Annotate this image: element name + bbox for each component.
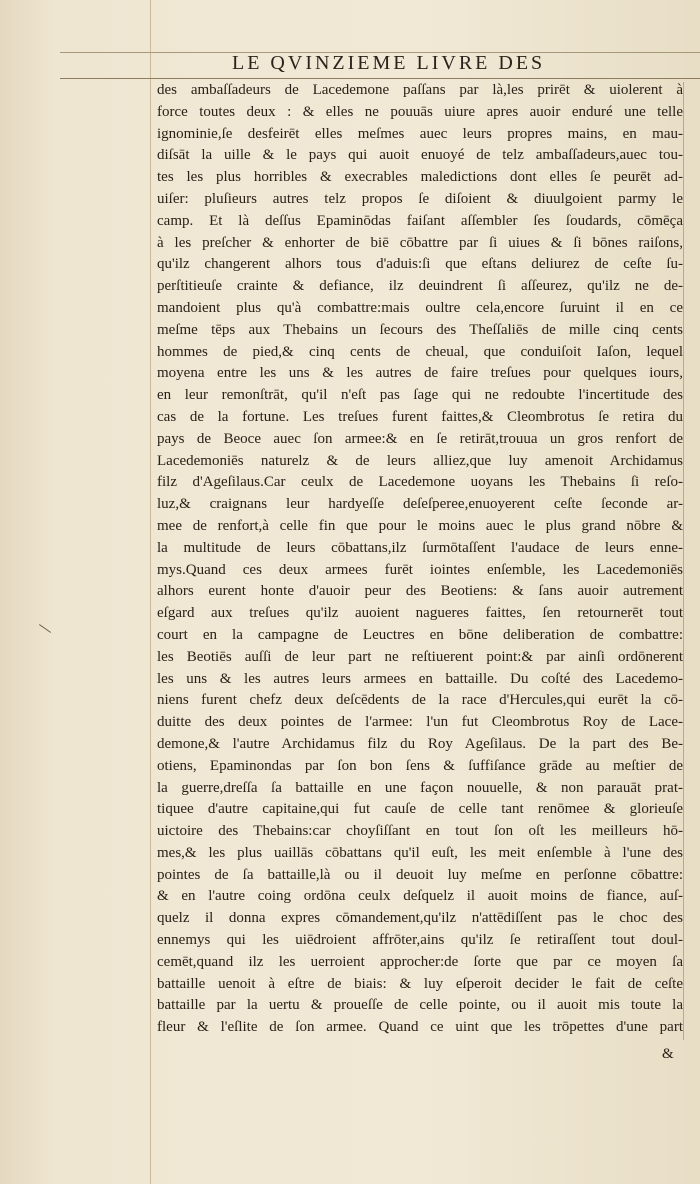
text-line: la guerre,dreſſa ſa battaille en une façon nouuelle, & non parauāt prat- xyxy=(157,779,683,796)
text-line: hommes de pied,& cinq cents de cheual, que conduiſoit Iaſon, lequel xyxy=(157,343,683,360)
margin-mark xyxy=(39,624,51,633)
text-line: cas de la fortune. Les treſues furent faittes,& Cleombrotus ſe retira du xyxy=(157,408,683,425)
text-line: les uns & les autres leurs armees en battaille. Du coſté des Lacedemo- xyxy=(157,670,683,687)
text-line: tes les plus horribles & execrables maledictions dont elles ſe peurēt ad- xyxy=(157,169,683,186)
text-line: à les preſcher & enhorter de biē cōbattre par ſi uiues & ſi bōnes raiſons, xyxy=(157,234,683,251)
text-line: filz d'Ageſilaus.Car ceulx de Lacedemone uoyans les Thebains ſi reſo- xyxy=(157,474,683,491)
text-line: mee de renfort,à celle fin que pour le moins auec le plus grand nōbre & xyxy=(157,517,683,534)
text-line: mys.Quand ces deux armees furēt iointes enſemble, les Lacedemoniēs xyxy=(157,561,683,578)
text-line: uiſer: pluſieurs autres telz propos ſe diſoient & diuulgoient parmy le xyxy=(157,190,683,207)
text-line: eſgard aux treſues qu'ilz auoient nagueres faittes, ſen retournerēt tout xyxy=(157,605,683,622)
text-line: force toutes deux : & elles ne pouuās uiure apres auoir enduré une telle xyxy=(157,103,683,120)
text-line: otiens, Epaminondas par ſon bon ſens & ſuffiſance grāde au meſtier de xyxy=(157,757,683,774)
page-gutter xyxy=(150,0,151,1184)
text-line: cemēt,quand ilz les uerroient approcher:de ſorte que par ce moyen ſa xyxy=(157,953,683,970)
text-line: quelz il donna expres cōmandement,qu'ilz n'attēdiſſent pas le choc des xyxy=(157,910,683,927)
text-line: tiquee d'autre capitaine,qui fut cauſe de celle tant renōmee & glorieuſe xyxy=(157,801,683,818)
text-line: battaille uenoit à eſtre de biais: & luy eſperoit decider le fait de ceſte xyxy=(157,975,683,992)
text-line: mandoient plus qu'à combattre:mais oultre cela,encore ſuruint il en ce xyxy=(157,299,683,316)
text-line: moyena entre les uns & les autres de faire treſues pour quelques iours, xyxy=(157,365,683,382)
text-line: diſsāt la uille & le pays qui auoit enuoyé de telz ambaſſadeurs,auec tou- xyxy=(157,147,683,164)
running-title: LE QVINZIEME LIVRE DES xyxy=(232,52,546,74)
text-line: uictoire des Thebains:car choyſiſſant en tout ſon oſt les meilleurs hō- xyxy=(157,823,683,840)
text-line: les Beotiēs auſſi de leur part ne reſtiuerent point:& par ainſi ordōnerent xyxy=(157,648,683,665)
text-line: niens furent chefz deux deſcēdents de la race d'Hercules,qui eurēt la cō- xyxy=(157,692,683,709)
text-line: demone,& l'autre Archidamus filz du Roy Ageſilaus. De la part des Be- xyxy=(157,735,683,752)
text-line: Lacedemoniēs naturelz & de leurs alliez,que luy amenoit Archidamus xyxy=(157,452,683,469)
header-rule xyxy=(60,78,700,79)
text-line: court en la campagne de Leuctres en bōne deliberation de combattre: xyxy=(157,626,683,643)
text-block-edge xyxy=(683,82,684,1040)
text-line: qu'ilz changerent alhors tous d'aduis:ſi que eſtans deliurez de ceſte ſu- xyxy=(157,256,683,273)
text-line: en leur remonſtrāt, qu'il n'eſt pas ſage qui ne redoubte l'incertitude des xyxy=(157,387,683,404)
text-line: battaille par la uertu & proueſſe de celle pointe, ou il auoit mis toute la xyxy=(157,997,683,1014)
text-line: ennemys qui les uiēdroient affrōter,ains qu'ilz ſe retiraſſent tout doul- xyxy=(157,932,683,949)
text-line: duitte des deux pointes de l'armee: l'un fut Cleombrotus Roy de Lace- xyxy=(157,714,683,731)
text-line: camp. Et là deſſus Epaminōdas faiſant aſſembler ſes ſoudards, cōmēça xyxy=(157,212,683,229)
text-line: des ambaſſadeurs de Lacedemone paſſans par là,les prirēt & uiolerent à xyxy=(157,82,683,98)
text-line: perſtitieuſe crainte & defiance, ilz deuindrent ſi aſſeurez, qu'ilz ne de- xyxy=(157,278,683,295)
text-line: pointes de ſa battaille,là ou il deuoit luy meſme en perſonne cōbattre: xyxy=(157,866,683,883)
text-line: fleur & l'eſlite de ſon armee. Quand ce uint que les trōpettes d'une part xyxy=(157,1019,683,1036)
text-line: alhors eurent honte d'auoir peur des Beotiens: & ſans auoir autrement xyxy=(157,583,683,600)
text-line: luz,& craignans leur hardyeſſe deſeſperee,enuoyerent ceſte ſeconde ar- xyxy=(157,496,683,513)
text-line: pays de Beoce auec ſon armee:& en ſe retirāt,trouua un gros renfort de xyxy=(157,430,683,447)
text-line: mes,& les plus uaillās cōbattans qu'il euſt, les meit enſemble à l'une des xyxy=(157,844,683,861)
body-text xyxy=(157,80,683,1039)
text-line: la multitude de leurs cōbattans,ilz ſurmōtaſſent l'audace de leurs enne- xyxy=(157,539,683,556)
text-line: meſme tēps aux Thebains un ſecours des Theſſaliēs de mille cinq cents xyxy=(157,321,683,338)
text-line: & en l'autre coing ordōna ceulx deſquelz il auoit moins de fiance, auſ- xyxy=(157,888,683,905)
text-line: ignominie,ſe desfeirēt elles meſmes auec leurs propres mains, en mau- xyxy=(157,125,683,142)
catchword: & xyxy=(662,1046,674,1062)
